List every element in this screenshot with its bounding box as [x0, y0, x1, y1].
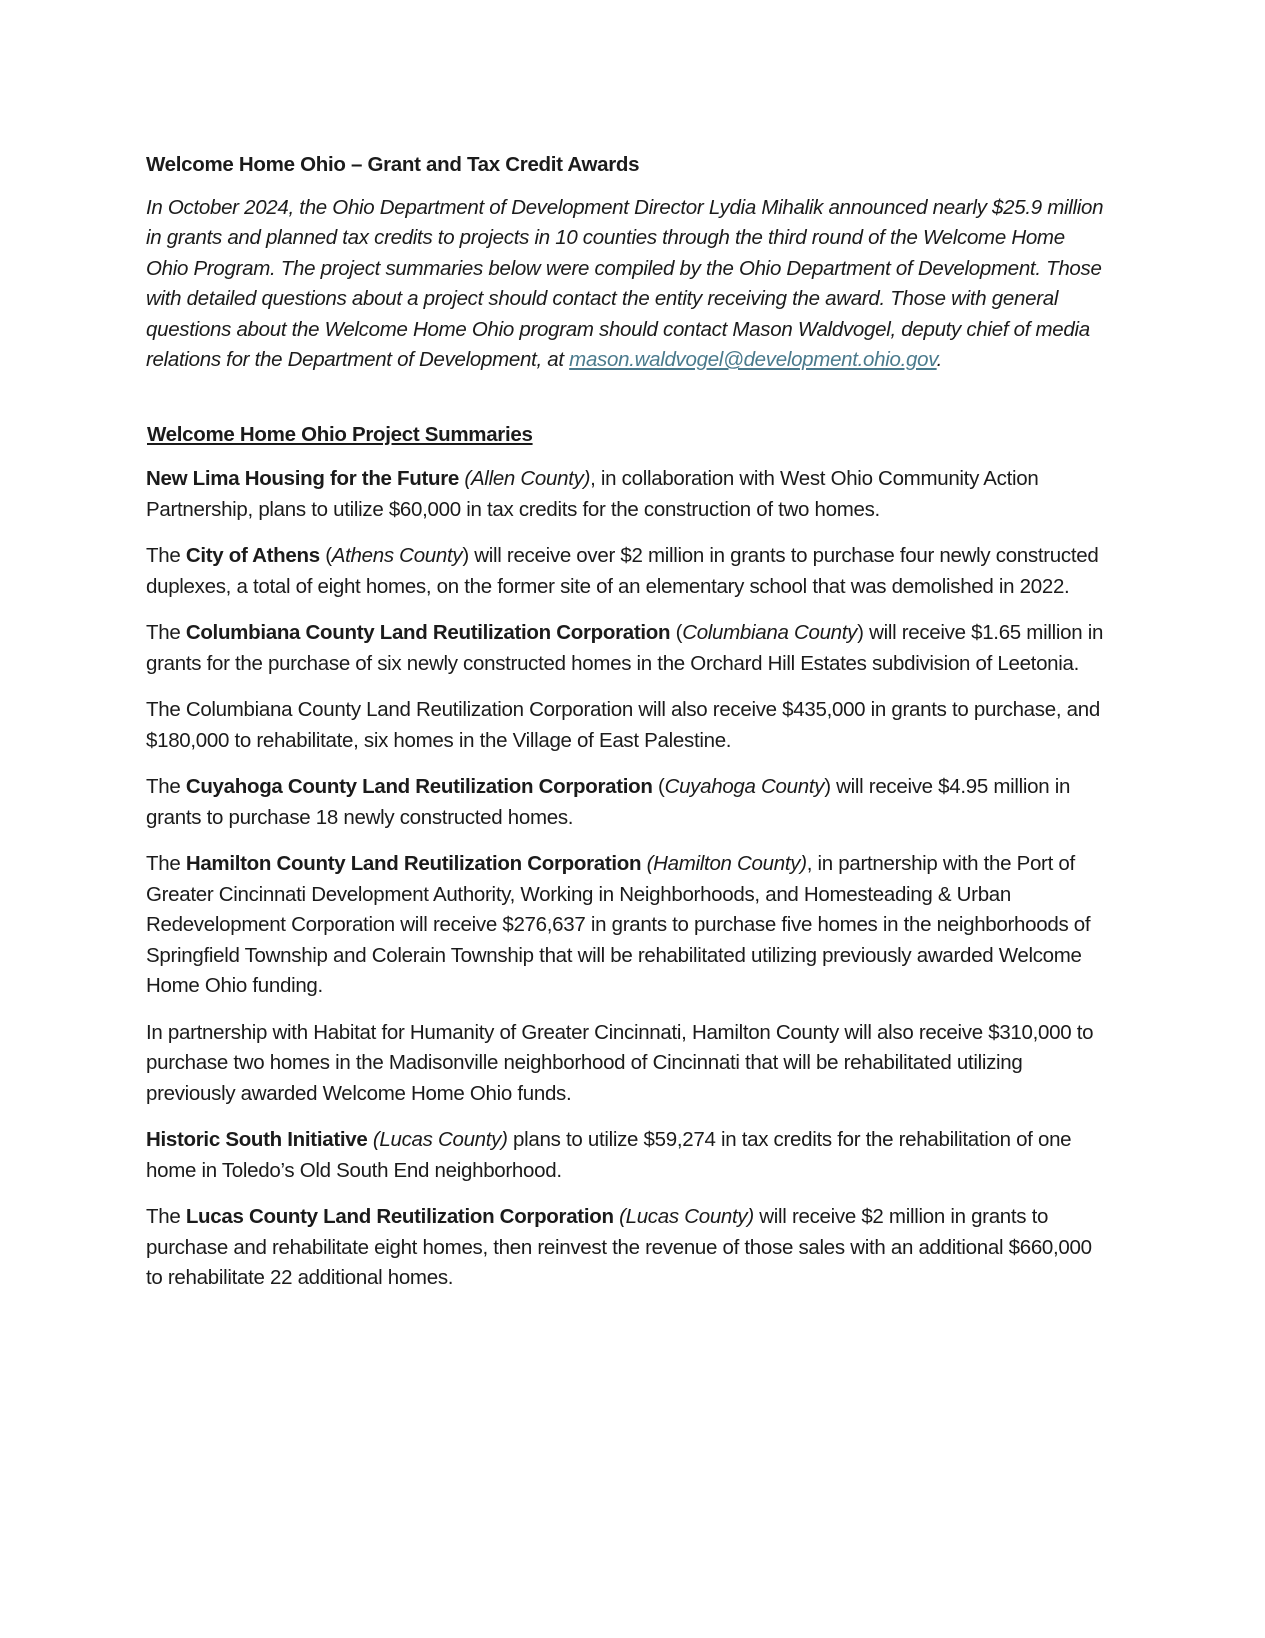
summary-paragraph: [146, 464, 1106, 525]
summary-paragraph: [146, 541, 1106, 602]
county-name: (Lucas County): [613, 1205, 754, 1228]
summary-paragraph: In partnership with Habitat for Humanity of Greater Cincinnati, Hamilton County will also receive $310,000 to purchase two homes in the Madisonville neighborhood of Cincinnati that will be rehabilitated utilizing previously awarded Welcome Home Ohio funds.: [146, 1020, 1094, 1105]
paren-open: (: [319, 544, 332, 567]
paren-open: (: [652, 775, 665, 798]
summary-prefix: The: [146, 544, 186, 567]
entity-name: Lucas County Land Reutilization Corporation: [185, 1205, 614, 1228]
entity-name: New Lima Housing for the Future: [146, 467, 460, 490]
entity-name: Columbiana County Land Reutilization Corporation: [185, 621, 671, 644]
summary-paragraph: [146, 772, 1106, 833]
county-name: (Lucas County): [367, 1128, 508, 1151]
entity-name: Cuyahoga County Land Reutilization Corporation: [185, 775, 653, 798]
summary-paragraph: [146, 618, 1106, 679]
summary-text: , in collaboration with West Ohio Community Action Partnership, plans to utilize $60,000 in tax credits for the construction of two homes.: [146, 467, 1039, 521]
summary-paragraph: The Columbiana County Land Reutilization Corporation will also receive $435,000 in grants to purchase, and $180,000 to rehabilitate, six homes in the Village of East Palestine.: [146, 698, 1100, 752]
entity-name: Hamilton County Land Reutilization Corporation: [185, 852, 642, 875]
intro-text: In October 2024, the Ohio Department of Development Director Lydia Mihalik announced nearly $25.9 million in grants and planned tax credits to projects in 10 counties through the third round of the Welcome Home Ohio Program. The project summaries below were compiled by the Ohio Department of Development. Those with detailed questions about a project should contact the entity receiving the award. Those with general questions about the Welcome Home Ohio program should contact Mason Waldvogel, deputy chief of media relations for the Department of Development, at: [146, 195, 1104, 371]
summary-text: ) will receive $1.65 million in grants for the purchase of six newly constructed homes in the Orchard Hill Estates subdivision of Leetonia.: [146, 621, 1104, 675]
summary-prefix: The: [146, 1205, 186, 1228]
county-name: Cuyahoga County: [664, 775, 825, 798]
entity-name: Historic South Initiative: [146, 1128, 368, 1151]
summary-text: ) will receive $4.95 million in grants to purchase 18 newly constructed homes.: [146, 775, 1071, 829]
intro-suffix: .: [936, 348, 943, 371]
intro-paragraph: [146, 193, 1106, 376]
summary-text: ) will receive over $2 million in grants to purchase four newly constructed duplexes, a total of eight homes, on the former site of an elementary school that was demolished in 2022.: [146, 544, 1099, 598]
county-name: (Allen County): [459, 467, 591, 490]
section-title: Welcome Home Ohio Project Summaries: [147, 422, 533, 446]
email-link[interactable]: mason.waldvogel@development.ohio.gov: [569, 348, 937, 371]
summary-text: will receive $2 million in grants to purchase and rehabilitate eight homes, then reinvest the revenue of those sales with an additional $660,000 to rehabilitate 22 additional homes.: [146, 1205, 1092, 1289]
summary-paragraph: [146, 849, 1106, 1002]
summary-paragraph: [146, 1125, 1106, 1186]
document-page: [146, 150, 1106, 1310]
county-name: Columbiana County: [682, 621, 858, 644]
summary-text: , in partnership with the Port of Greater Cincinnati Development Authority, Working in Neighborhoods, and Homesteading & Urban Redevelopment Corporation will receive $276,637 in grants to purchase five homes in the neighborhoods of Springfield Township and Colerain Township that will be rehabilitated utilizing previously awarded Welcome Home Ohio funding.: [146, 852, 1091, 997]
county-name: Athens County: [331, 544, 463, 567]
summary-paragraph: [146, 1202, 1106, 1294]
entity-name: City of Athens: [185, 544, 320, 567]
county-name: (Hamilton County): [641, 852, 807, 875]
summary-prefix: The: [146, 852, 186, 875]
summary-text: plans to utilize $59,274 in tax credits for the rehabilitation of one home in Toledo’s Old South End neighborhood.: [146, 1128, 1072, 1182]
summary-prefix: The: [146, 775, 186, 798]
document-title: Welcome Home Ohio – Grant and Tax Credit Awards: [146, 153, 640, 176]
summary-prefix: The: [146, 621, 186, 644]
paren-open: (: [670, 621, 683, 644]
